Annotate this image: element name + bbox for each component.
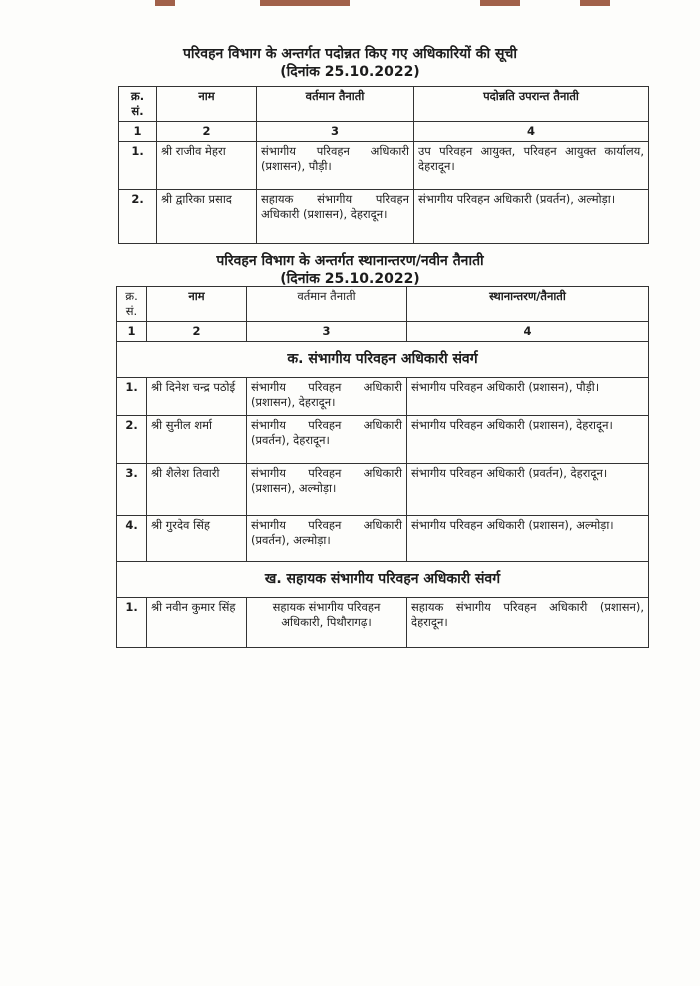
section-b-heading: ख. सहायक संभागीय परिवहन अधिकारी संवर्ग xyxy=(117,562,649,598)
table-row xyxy=(117,598,649,648)
row-current: संभागीय परिवहन अधिकारी (प्रवर्तन), देहरादून। xyxy=(247,416,407,464)
row-new: संभागीय परिवहन अधिकारी (प्रशासन), देहरादून। xyxy=(407,416,649,464)
header-current: वर्तमान तैनाती xyxy=(247,287,407,322)
colnum: 4 xyxy=(414,122,649,142)
header-sno: क्र. सं. xyxy=(119,87,157,122)
table2-date: (दिनांक 25.10.2022) xyxy=(280,271,420,287)
table1-heading xyxy=(0,45,700,81)
table2-title: परिवहन विभाग के अन्तर्गत स्थानान्तरण/नवीन तैनाती xyxy=(216,253,484,269)
table-row xyxy=(117,416,649,464)
section-row xyxy=(117,342,649,378)
row-sno: 1. xyxy=(119,142,157,190)
row-new: उप परिवहन आयुक्त, परिवहन आयुक्त कार्यालय, देहरादून। xyxy=(414,142,649,190)
table1-title: परिवहन विभाग के अन्तर्गत पदोन्नत किए गए अधिकारियों की सूची xyxy=(182,46,517,62)
transfer-table xyxy=(116,286,649,648)
column-number-row xyxy=(119,122,649,142)
header-new: स्थानान्तरण/तैनाती xyxy=(407,287,649,322)
row-sno: 4. xyxy=(117,516,147,562)
row-name: श्री द्वारिका प्रसाद xyxy=(157,190,257,244)
row-sno: 2. xyxy=(119,190,157,244)
table-row xyxy=(117,516,649,562)
table-header-row xyxy=(119,87,649,122)
header-name: नाम xyxy=(147,287,247,322)
header-sno: क्र. सं. xyxy=(117,287,147,322)
row-new: संभागीय परिवहन अधिकारी (प्रशासन), पौड़ी। xyxy=(407,378,649,416)
colnum: 2 xyxy=(147,322,247,342)
row-sno: 1. xyxy=(117,598,147,648)
row-name: श्री नवीन कुमार सिंह xyxy=(147,598,247,648)
row-current: संभागीय परिवहन अधिकारी (प्रशासन), पौड़ी। xyxy=(257,142,414,190)
row-current: संभागीय परिवहन अधिकारी (प्रशासन), देहरादून। xyxy=(247,378,407,416)
row-current: सहायक संभागीय परिवहन अधिकारी, पिथौरागढ़। xyxy=(247,598,407,648)
row-new: संभागीय परिवहन अधिकारी (प्रवर्तन), देहरादून। xyxy=(407,464,649,516)
row-current: संभागीय परिवहन अधिकारी (प्रवर्तन), अल्मोड़ा। xyxy=(247,516,407,562)
row-sno: 1. xyxy=(117,378,147,416)
row-name: श्री शैलेश तिवारी xyxy=(147,464,247,516)
promotion-table xyxy=(118,86,649,244)
table-row xyxy=(119,190,649,244)
colnum: 3 xyxy=(257,122,414,142)
column-number-row xyxy=(117,322,649,342)
header-current: वर्तमान तैनाती xyxy=(257,87,414,122)
row-name: श्री दिनेश चन्द्र पठोई xyxy=(147,378,247,416)
row-name: श्री सुनील शर्मा xyxy=(147,416,247,464)
colnum: 1 xyxy=(119,122,157,142)
table1-date: (दिनांक 25.10.2022) xyxy=(280,64,420,80)
section-row xyxy=(117,562,649,598)
row-sno: 2. xyxy=(117,416,147,464)
colnum: 3 xyxy=(247,322,407,342)
table-row xyxy=(117,378,649,416)
colnum: 1 xyxy=(117,322,147,342)
header-new: पदोन्नति उपरान्त तैनाती xyxy=(414,87,649,122)
row-name: श्री गुरदेव सिंह xyxy=(147,516,247,562)
table-header-row xyxy=(117,287,649,322)
table2-heading xyxy=(0,252,700,288)
row-new: संभागीय परिवहन अधिकारी (प्रशासन), अल्मोड़ा। xyxy=(407,516,649,562)
row-new: संभागीय परिवहन अधिकारी (प्रवर्तन), अल्मोड़ा। xyxy=(414,190,649,244)
row-new: सहायक संभागीय परिवहन अधिकारी (प्रशासन), देहरादून। xyxy=(407,598,649,648)
top-edge-strip xyxy=(150,0,630,8)
colnum: 2 xyxy=(157,122,257,142)
section-a-heading: क. संभागीय परिवहन अधिकारी संवर्ग xyxy=(117,342,649,378)
colnum: 4 xyxy=(407,322,649,342)
row-current: सहायक संभागीय परिवहन अधिकारी (प्रशासन), देहरादून। xyxy=(257,190,414,244)
header-name: नाम xyxy=(157,87,257,122)
row-name: श्री राजीव मेहरा xyxy=(157,142,257,190)
row-current: संभागीय परिवहन अधिकारी (प्रशासन), अल्मोड़ा। xyxy=(247,464,407,516)
row-sno: 3. xyxy=(117,464,147,516)
table-row xyxy=(117,464,649,516)
table-row xyxy=(119,142,649,190)
